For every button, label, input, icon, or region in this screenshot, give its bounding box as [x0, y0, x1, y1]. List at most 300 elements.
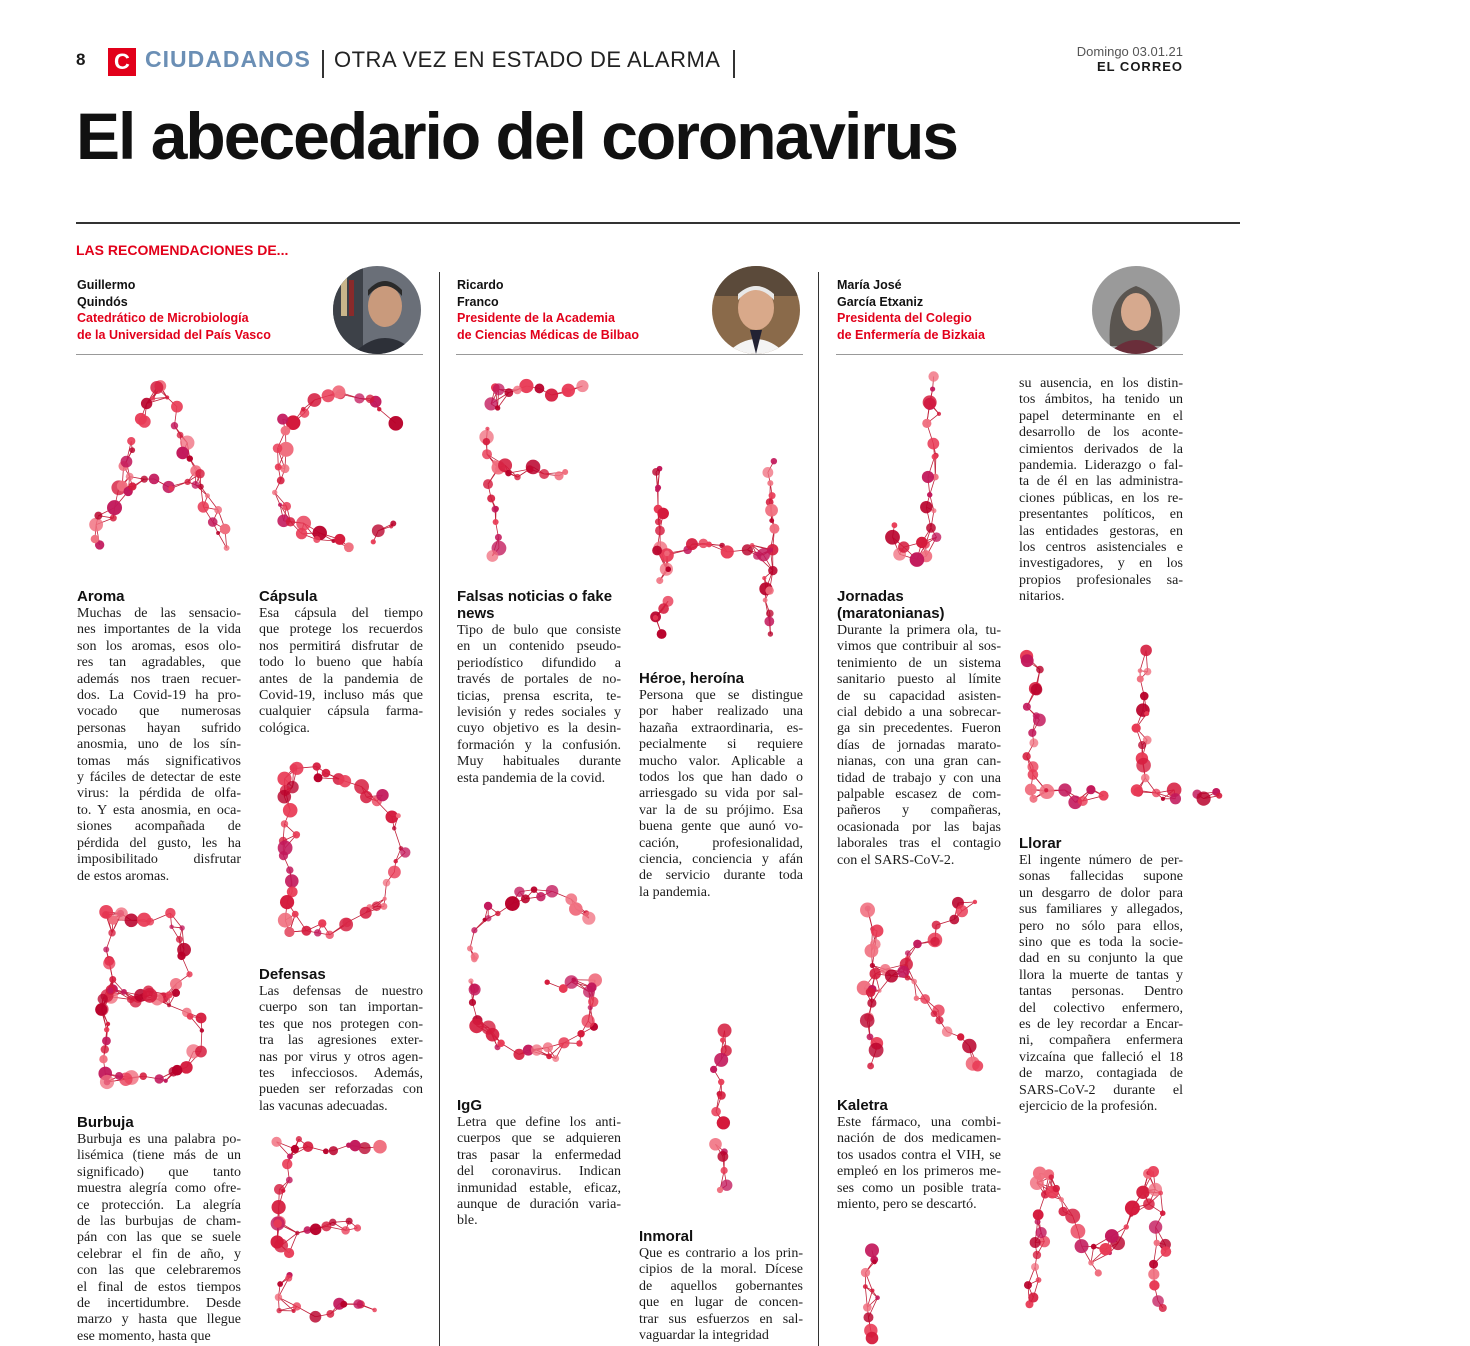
bubble-dot	[127, 437, 135, 445]
subsection-name: OTRA VEZ EN ESTADO DE ALARMA	[334, 47, 721, 72]
bubble-dot	[768, 631, 773, 636]
bubble-dot	[1029, 795, 1037, 803]
bubble-dot	[108, 929, 115, 936]
bubble-dot	[546, 1053, 552, 1059]
bubble-dot	[552, 1055, 559, 1062]
bubble-dot	[665, 566, 671, 572]
bubble-dot	[931, 508, 936, 513]
publication-name: EL CORREO	[1096, 59, 1183, 74]
bubble-dot	[141, 476, 148, 483]
bubble-dot	[1149, 1260, 1158, 1269]
bubble-dot	[483, 918, 487, 922]
text-line: ta de él en las administra-	[1019, 474, 1183, 490]
section-name: CIUDADANOS	[145, 46, 311, 72]
column-divider	[818, 272, 819, 1346]
text-line: vocado que numerosas	[77, 704, 241, 720]
bubble-dot	[471, 956, 477, 962]
bubble-dot	[1105, 1229, 1119, 1243]
bubble-dot	[920, 501, 932, 513]
bubble-dot	[303, 1141, 314, 1152]
letter-e-illustration	[264, 1138, 394, 1318]
text-line: Las defensas de nuestro	[259, 984, 423, 999]
bubble-dot	[275, 1294, 282, 1301]
bubble-dot	[878, 989, 882, 993]
bubble-dot	[396, 813, 401, 818]
text-line: Muchas de las sensacio-	[77, 606, 241, 621]
bubble-dot	[709, 1138, 722, 1151]
bubble-dot	[171, 422, 178, 429]
entry-term: Defensas	[259, 966, 326, 983]
bubble-dot	[469, 999, 476, 1006]
bubble-dot	[1144, 711, 1149, 716]
text-line: la pandemia.	[639, 884, 711, 900]
bubble-dot	[870, 968, 881, 979]
bubble-dot	[657, 629, 667, 639]
bubble-dot	[927, 438, 939, 450]
letter-b-illustration	[88, 908, 214, 1090]
entry-term: Llorar	[1019, 835, 1062, 852]
text-line: de aquellos gobernantes	[639, 1278, 803, 1294]
bubble-dot	[284, 927, 294, 937]
bubble-dot	[326, 931, 334, 939]
text-line: del coronavirus. Indican	[457, 1164, 621, 1180]
bubble-dot	[750, 543, 754, 547]
bubble-dot	[1078, 796, 1088, 806]
bubble-dot	[539, 469, 549, 479]
bubble-dot	[860, 903, 875, 918]
bubble-dot	[376, 789, 388, 801]
text-line: de incertidumbre. Desde	[77, 1296, 241, 1312]
text-line: tras pasar la enfermedad	[457, 1147, 621, 1163]
bubble-dot	[126, 473, 134, 481]
bubble-dot	[372, 1308, 377, 1313]
bubble-dot	[301, 926, 311, 936]
bubble-dot	[89, 518, 103, 532]
text-line: del colectivo enfermero,	[1019, 1000, 1183, 1016]
bubble-dot	[1216, 793, 1222, 799]
bubble-dot	[1075, 1239, 1089, 1253]
bubble-dot	[394, 859, 398, 863]
bubble-dot	[582, 1014, 595, 1027]
bubble-dot	[972, 1061, 983, 1072]
bubble-dot	[870, 963, 875, 968]
text-line: que en lugar de concen-	[639, 1295, 803, 1311]
text-line: nitarios.	[1019, 589, 1065, 605]
bubble-dot	[885, 530, 900, 545]
text-line: tes infecciosos. Además,	[259, 1066, 423, 1082]
bubble-dot	[282, 1159, 292, 1169]
headline-rule	[76, 222, 1240, 224]
bubble-dot	[484, 902, 492, 910]
bubble-dot	[272, 1200, 286, 1214]
bubble-dot	[483, 479, 493, 489]
bubble-dot	[487, 494, 495, 502]
text-line: Covid-19, incluso más que	[259, 688, 423, 704]
bubble-dot	[179, 925, 184, 930]
bubble-dot	[95, 1004, 107, 1016]
text-line: son los aromas, esos olo-	[77, 638, 241, 654]
bubble-dot	[562, 388, 571, 397]
bubble-dot	[504, 388, 513, 397]
text-line: cación, profesionalidad,	[639, 835, 803, 851]
text-line: sanitario puesto al límite	[837, 672, 1001, 688]
bubble-dot	[100, 1075, 114, 1089]
text-line: anosmia, uno de los sín-	[77, 737, 241, 753]
bubble-dot	[545, 980, 550, 985]
bubble-dot	[869, 1043, 884, 1058]
letter-h-illustration	[640, 458, 792, 642]
text-line: aunque de duración varia-	[457, 1197, 621, 1213]
bubble-dot	[103, 947, 109, 953]
bubble-dot	[275, 464, 282, 471]
entry-text	[1019, 853, 1183, 1116]
text-line: vizcaína que falleció el 18	[1019, 1049, 1183, 1065]
bubble-dot	[291, 1145, 299, 1153]
bubble-dot	[753, 552, 761, 560]
bubble-dot	[1033, 1166, 1047, 1180]
bubble-dot	[192, 481, 200, 489]
text-line: ese momento, hasta que	[77, 1328, 211, 1344]
bubble-dot	[169, 1067, 179, 1077]
entry-term	[837, 588, 945, 622]
bubble-dot	[1149, 1220, 1162, 1233]
bubble-dot	[1053, 1185, 1060, 1192]
text-line: tenimiento de un sistema	[837, 655, 1001, 671]
letter-j-illustration	[880, 370, 960, 570]
bubble-dot	[652, 468, 660, 476]
bubble-dot	[905, 950, 911, 956]
text-line: cuerpos que se adquieren	[457, 1131, 621, 1147]
bubble-dot	[1049, 1174, 1054, 1179]
text-line: desarrollo de los aconte-	[1019, 425, 1183, 441]
bubble-dot	[710, 1066, 717, 1073]
bubble-dot	[1095, 1269, 1102, 1276]
text-line: Muy habituales durante	[457, 754, 621, 770]
bubble-dot	[1140, 645, 1152, 657]
text-line: siones acompañada de	[77, 819, 241, 835]
text-line: y fáciles de detectar de este	[77, 770, 241, 786]
bubble-dot	[865, 944, 879, 958]
bubble-dot	[576, 1040, 582, 1046]
bubble-dot	[208, 517, 218, 527]
text-line: de las burbujas de cham-	[77, 1214, 241, 1230]
bubble-dot	[863, 1312, 873, 1322]
bubble-dot	[1136, 758, 1151, 773]
text-line: arriesgado su vida por sal-	[639, 786, 803, 802]
letter-l-illustration	[1012, 648, 1116, 808]
bubble-dot	[198, 501, 209, 512]
bubble-dot	[905, 975, 911, 981]
bubble-dot	[1158, 1191, 1163, 1196]
text-line: ni, compañera enfermera	[1019, 1033, 1183, 1049]
bubble-dot	[322, 769, 331, 778]
column-divider	[439, 272, 440, 1346]
author-name: Guillermo	[77, 278, 136, 292]
bubble-dot	[94, 512, 102, 520]
entry-text	[837, 1115, 1001, 1213]
text-line: ticias, prensa escrita, te-	[457, 688, 621, 704]
bubble-dot	[914, 996, 919, 1001]
bubble-dot	[769, 524, 779, 534]
text-line: sus familiares y allegados,	[1019, 902, 1183, 918]
bubble-dot	[910, 552, 925, 567]
bubble-dot	[314, 773, 323, 782]
text-line: personas hayan sufrido	[77, 720, 241, 736]
letter-i-illustration	[692, 1018, 748, 1198]
bubble-dot	[313, 762, 321, 770]
text-line: las entidades gestoras, en	[1019, 523, 1183, 539]
bubble-dot	[273, 1219, 282, 1228]
text-line: miento, pero se descartó.	[837, 1197, 977, 1213]
bubble-dot	[1136, 1186, 1149, 1199]
bubble-dot	[486, 1028, 500, 1042]
text-line: de marzo, contagiada de	[1019, 1066, 1183, 1082]
bubble-dot	[717, 1151, 728, 1162]
bubble-dot	[769, 492, 776, 499]
text-line: es de ley recordar a Encar-	[1019, 1017, 1183, 1033]
text-line: Durante la primera ola, tu-	[837, 623, 1001, 638]
letter-k-illustration	[850, 894, 992, 1074]
bubble-dot	[926, 523, 936, 533]
entry-term: Burbuja	[77, 1114, 134, 1131]
bubble-dot	[281, 426, 291, 436]
bubble-dot	[505, 470, 511, 476]
bubble-dot	[128, 482, 136, 490]
bubble-dot	[655, 487, 660, 492]
bubble-dot	[1033, 714, 1046, 727]
bubble-dot	[768, 566, 777, 575]
bubble-dot	[293, 831, 300, 838]
bubble-dot	[285, 1275, 292, 1282]
bubble-dot	[360, 907, 372, 919]
letter-i-illustration	[852, 1240, 892, 1346]
text-line: propios profesionales sa-	[1019, 572, 1183, 588]
bubble-dot	[1099, 791, 1109, 801]
author-name: Ricardo	[457, 278, 504, 292]
bubble-dot	[1036, 1227, 1047, 1238]
bubble-dot	[885, 969, 898, 982]
bubble-dot	[200, 1028, 204, 1032]
bubble-dot	[360, 791, 372, 803]
bubble-dot	[372, 524, 385, 537]
bubble-dot	[103, 957, 115, 969]
bubble-dot	[911, 979, 917, 985]
bubble-dot	[866, 987, 876, 997]
bubble-dot	[195, 1046, 207, 1058]
text-line: sino que es toda la socie-	[1019, 935, 1183, 951]
author-block	[77, 277, 271, 343]
bubble-dot	[282, 502, 291, 511]
bubble-dot	[717, 1187, 723, 1193]
bubble-dot	[487, 550, 499, 562]
bubble-dot	[1036, 1277, 1042, 1283]
text-line: pañeros y compañeras,	[837, 803, 1001, 819]
bubble-dot	[531, 886, 538, 893]
bubble-dot	[863, 1284, 868, 1289]
text-line: los centros asistenciales e	[1019, 540, 1183, 556]
entry-text	[77, 606, 241, 885]
text-line: con el SARS-CoV-2.	[837, 852, 955, 868]
text-line: hazaña extraordinaria, es-	[639, 720, 803, 736]
entry-text	[259, 984, 423, 1115]
text-line: además nos traen recuer-	[77, 671, 241, 687]
bubble-dot	[155, 1074, 164, 1083]
bubble-dot	[1031, 1263, 1039, 1271]
bubble-dot	[313, 536, 320, 543]
bubble-dot	[186, 971, 192, 977]
bubble-dot	[471, 927, 477, 933]
bubble-dot	[372, 901, 382, 911]
entry-term: Kaletra	[837, 1097, 888, 1114]
bubble-dot	[718, 1024, 732, 1038]
bubble-dot	[196, 1013, 207, 1024]
text-line: lisémica (tiene más de un	[77, 1148, 241, 1164]
text-line: presentantes políticos, en	[1019, 507, 1183, 523]
entry-term: Héroe, heroína	[639, 670, 745, 687]
bubble-dot	[536, 892, 545, 901]
bubble-dot	[1071, 1224, 1086, 1239]
text-line: tes que nos protegen con-	[259, 1016, 423, 1032]
text-line: cial debido a una sobrecar-	[837, 705, 1001, 721]
bubble-dot	[292, 911, 299, 918]
bubble-dot	[526, 460, 541, 475]
text-line: cuyo objetivo es la desin-	[457, 721, 621, 737]
bubble-dot	[863, 1303, 872, 1312]
text-line: pán con las que se suele	[77, 1230, 241, 1246]
bubble-dot	[177, 952, 185, 960]
bubble-dot	[1023, 703, 1031, 711]
text-line: nos permitirá disfrutar de	[259, 638, 423, 654]
author-role: Presidenta del Colegio	[837, 311, 972, 325]
text-line: por haber realizado una	[639, 704, 803, 720]
bubble-dot	[562, 469, 568, 475]
bubble-dot	[107, 987, 113, 993]
bubble-dot	[146, 918, 154, 926]
bubble-dot	[91, 535, 99, 543]
text-line: pecialmente si requiere	[639, 737, 803, 753]
bubble-dot	[1044, 788, 1048, 792]
bubble-dot	[1065, 1209, 1080, 1224]
bubble-dot	[935, 1016, 943, 1024]
text-line: ciones públicas, en los re-	[1019, 490, 1183, 506]
bubble-dot	[310, 1311, 322, 1323]
bubble-dot	[867, 1063, 874, 1070]
author-block	[457, 277, 639, 343]
entry-text	[259, 606, 423, 737]
bubble-dot	[106, 1022, 110, 1026]
bubble-dot	[141, 398, 152, 409]
bubble-dot	[1028, 769, 1039, 780]
bubble-dot	[768, 547, 773, 552]
bubble-dot	[706, 542, 712, 548]
bubble-dot	[956, 905, 968, 917]
bubble-dot	[656, 577, 663, 584]
author-rule	[76, 354, 423, 355]
bubble-dot	[973, 900, 977, 904]
text-line: nianas, con una gran can-	[837, 754, 1001, 770]
text-line: var la de su prójimo. Esa	[639, 802, 803, 818]
bubble-dot	[102, 1036, 111, 1045]
bubble-dot	[308, 393, 322, 407]
bubble-dot	[1024, 1281, 1032, 1289]
text-line: nas por virus y otros agen-	[259, 1049, 423, 1065]
bubble-dot	[326, 1310, 334, 1318]
bubble-dot	[392, 826, 396, 830]
bubble-dot	[127, 996, 134, 1003]
bubble-dot	[1059, 1197, 1064, 1202]
bubble-dot	[1196, 792, 1210, 806]
text-line: cuerpo son tan importan-	[259, 1000, 423, 1016]
bubble-dot	[139, 1072, 147, 1080]
text-line: tra las agresiones exter-	[259, 1033, 423, 1049]
text-line: celebrar el fin de año, y	[77, 1246, 241, 1262]
text-line: inmunidad estable, eficaz,	[457, 1180, 621, 1196]
entry-term: Inmoral	[639, 1228, 694, 1245]
bubble-dot	[164, 1079, 168, 1083]
bubble-dot	[1154, 1240, 1160, 1246]
letter-d-illustration	[268, 764, 418, 940]
text-line: tos usados contra el VIH, se	[837, 1147, 1001, 1163]
bubble-dot	[930, 937, 939, 946]
text-line: con las que celebraremos	[77, 1263, 241, 1279]
bubble-dot	[497, 1040, 504, 1047]
bubble-dot	[546, 885, 559, 898]
bubble-dot	[686, 538, 698, 550]
bubble-dot	[318, 919, 326, 927]
bubble-dot	[545, 388, 558, 401]
text-line: las vacunas adecuadas.	[259, 1098, 388, 1114]
bubble-dot	[576, 380, 588, 392]
text-line: un desgarro de dolor para	[1019, 885, 1183, 901]
bubble-dot	[762, 576, 766, 580]
text-line: tos ámbitos, ha tenido un	[1019, 392, 1183, 408]
network-link	[1161, 1193, 1163, 1213]
bubble-dot	[765, 586, 773, 594]
bubble-dot	[165, 908, 175, 918]
bubble-dot	[927, 492, 932, 497]
author-photo	[712, 266, 800, 354]
bubble-dot	[142, 988, 157, 1003]
bubble-dot	[767, 480, 773, 486]
bubble-dot	[923, 395, 937, 409]
text-line: cimientos derivados de la	[1019, 441, 1183, 457]
bubble-dot	[172, 989, 180, 997]
text-line: sonas fallecidas supone	[1019, 869, 1183, 885]
author-name: Franco	[457, 294, 499, 309]
bubble-dot	[171, 401, 183, 413]
bubble-dot	[861, 1268, 870, 1277]
bubble-dot	[220, 524, 231, 535]
letter-a-illustration	[78, 374, 242, 556]
issue-date: Domingo 03.01.21	[1076, 44, 1183, 59]
letter-m-illustration	[1018, 1160, 1178, 1316]
bubble-dot	[1141, 774, 1150, 783]
bubble-dot	[286, 1177, 293, 1184]
bubble-dot	[366, 394, 375, 403]
bubble-dot	[284, 1248, 294, 1258]
bubble-dot	[389, 416, 404, 431]
text-line: muestra alegría como ofre-	[77, 1181, 241, 1197]
bubble-dot	[1132, 723, 1141, 732]
bubble-dot	[930, 386, 935, 391]
bubble-dot	[482, 449, 492, 459]
text-line: Que es contrario a los prin-	[639, 1246, 803, 1261]
bubble-dot	[872, 1260, 877, 1265]
bubble-dot	[329, 1219, 336, 1226]
bubble-dot	[1029, 738, 1038, 747]
text-line: que protege los recuerdos	[259, 622, 423, 638]
bubble-dot	[714, 1053, 728, 1067]
